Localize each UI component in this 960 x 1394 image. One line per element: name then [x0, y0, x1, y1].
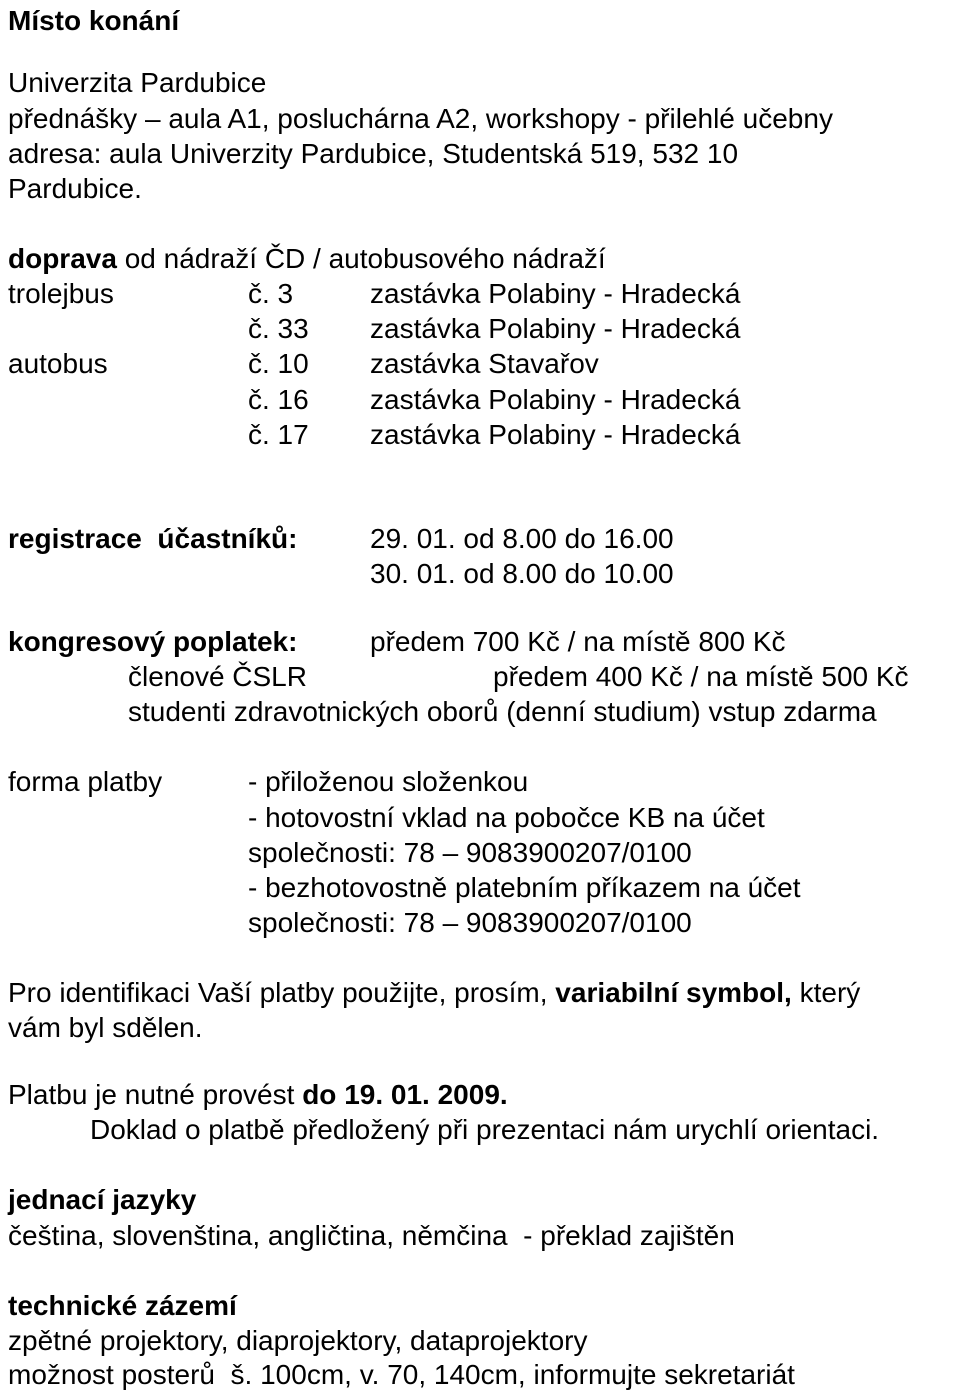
transport-heading-rest: od nádraží ČD / autobusového nádraží [116, 243, 606, 274]
deadline-line [8, 1077, 508, 1112]
transport-stop: zastávka Polabiny - Hradecká [370, 313, 741, 344]
technical-line-1: zpětné projektory, diaprojektory, dataprojektory [8, 1325, 588, 1356]
payment-option: - přiloženou složenkou [248, 766, 529, 797]
identification-line [8, 975, 860, 1010]
transport-heading-bold: doprava [8, 243, 117, 274]
deadline-text: Platbu je nutné provést [8, 1079, 303, 1110]
deadline-note: Doklad o platbě předložený při prezentaci nám urychlí orientaci. [90, 1114, 880, 1145]
venue-address-line2: Pardubice. [8, 173, 142, 204]
technical-heading: technické zázemí [8, 1290, 237, 1321]
transport-stop: zastávka Polabiny - Hradecká [370, 419, 741, 450]
fee-members-price: předem 400 Kč / na místě 500 Kč [493, 661, 909, 692]
identification-line-2: vám byl sdělen. [8, 1012, 203, 1043]
registration-time-2: 30. 01. od 8.00 do 10.00 [370, 558, 674, 589]
transport-number: č. 3 [248, 278, 294, 309]
transport-number: č. 10 [248, 348, 309, 379]
payment-option: - hotovostní vklad na pobočce KB na účet [248, 802, 765, 833]
transport-stop: zastávka Polabiny - Hradecká [370, 278, 741, 309]
fee-members-label: členové ČSLR [128, 661, 307, 692]
transport-stop: zastávka Stavařov [370, 348, 599, 379]
venue-heading: Místo konání [8, 5, 180, 36]
identification-text: který [791, 977, 861, 1008]
transport-number: č. 16 [248, 384, 309, 415]
identification-text: Pro identifikaci Vaší platby použijte, prosím, [8, 977, 556, 1008]
transport-number: č. 17 [248, 419, 309, 450]
transport-heading [8, 241, 606, 276]
transport-mode: trolejbus [8, 278, 114, 309]
deadline-date: do 19. 01. 2009. [302, 1079, 508, 1110]
technical-line-2: možnost posterů š. 100cm, v. 70, 140cm, informujte sekretariát [8, 1359, 795, 1390]
registration-time-1: 29. 01. od 8.00 do 16.00 [370, 523, 674, 554]
fee-students: studenti zdravotnických oborů (denní studium) vstup zdarma [128, 696, 877, 727]
venue-rooms: přednášky – aula A1, posluchárna A2, workshopy - přilehlé učebny [8, 103, 833, 134]
registration-label: registrace účastníků: [8, 523, 298, 554]
transport-stop: zastávka Polabiny - Hradecká [370, 384, 741, 415]
venue-name: Univerzita Pardubice [8, 67, 267, 98]
transport-mode: autobus [8, 348, 108, 379]
fee-standard: předem 700 Kč / na místě 800 Kč [370, 626, 786, 657]
languages-text: čeština, slovenština, angličtina, němčina - překlad zajištěn [8, 1220, 735, 1251]
languages-heading: jednací jazyky [8, 1184, 197, 1215]
venue-address-line1: adresa: aula Univerzity Pardubice, Studentská 519, 532 10 [8, 138, 739, 169]
transport-number: č. 33 [248, 313, 309, 344]
payment-account: společnosti: 78 – 9083900207/0100 [248, 907, 692, 938]
payment-option: - bezhotovostně platebním příkazem na účet [248, 872, 801, 903]
fee-label: kongresový poplatek: [8, 626, 298, 657]
payment-account: společnosti: 78 – 9083900207/0100 [248, 837, 692, 868]
variable-symbol: variabilní symbol, [555, 977, 792, 1008]
payment-label: forma platby [8, 766, 163, 797]
